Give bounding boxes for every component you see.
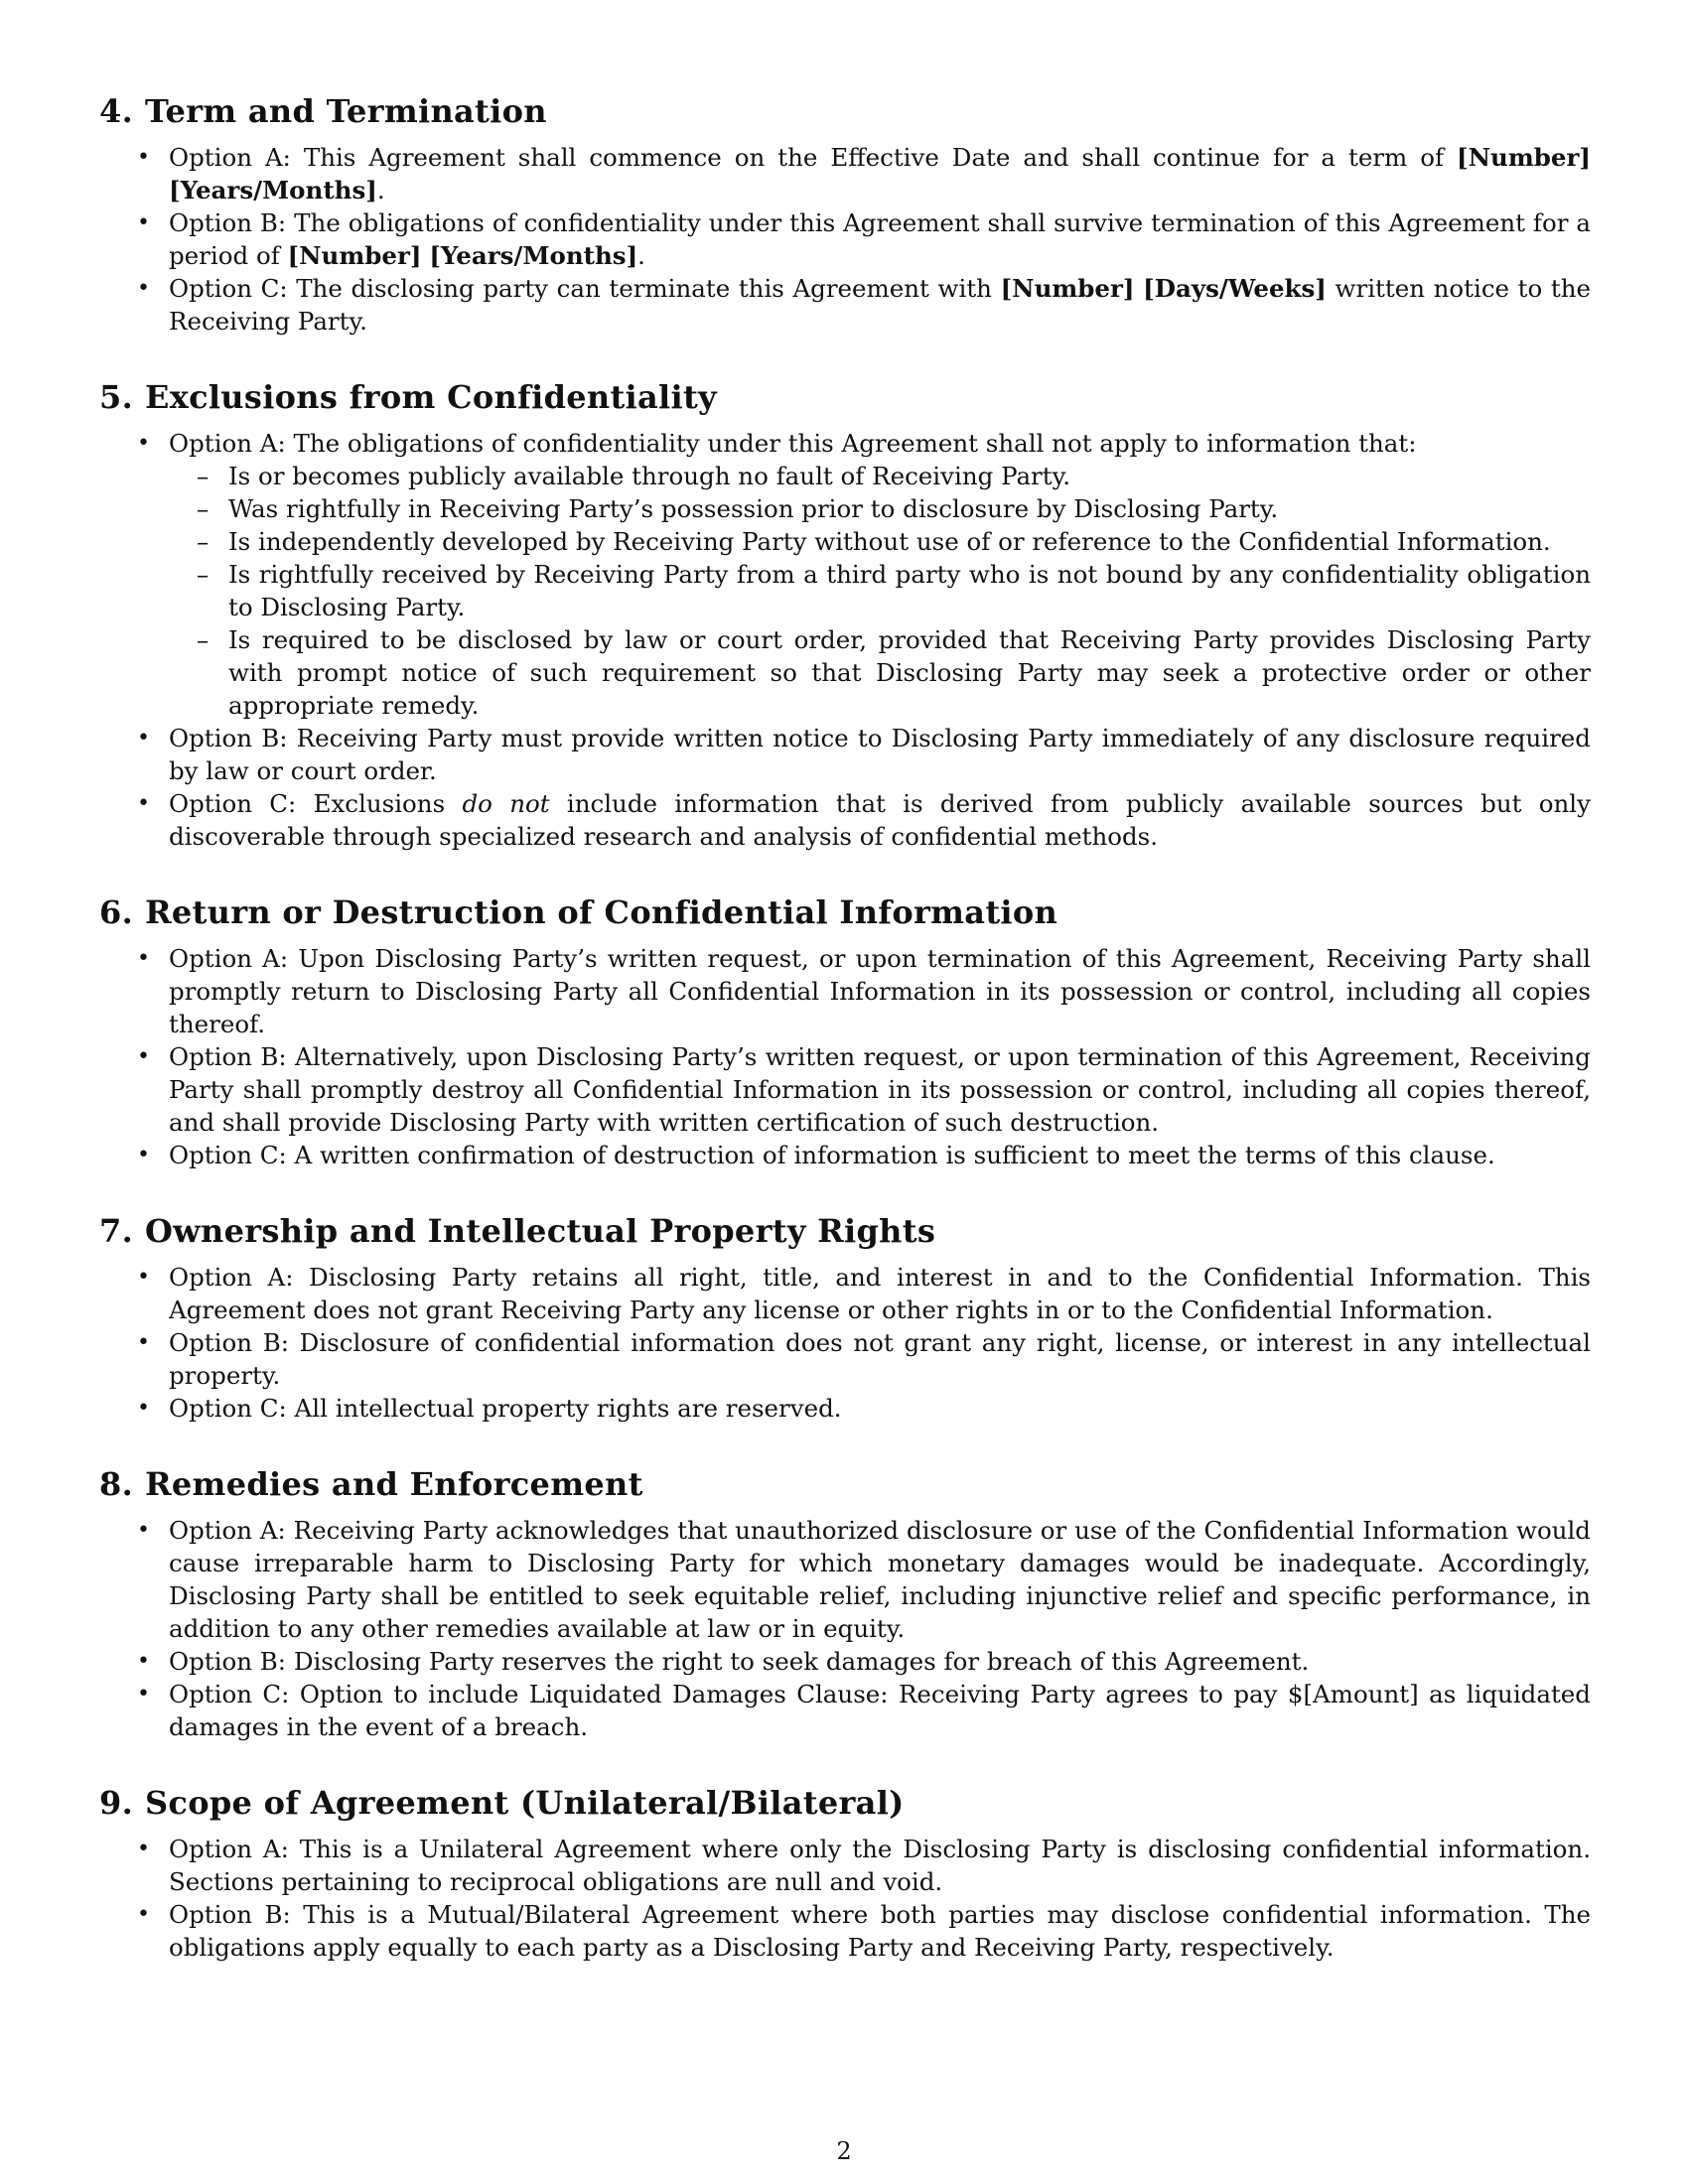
- option-item: • Option A: Receiving Party acknowledges that unauthorized disclosure or use of the Confidential Information would cause irreparable harm to Disclosing Party for which monetary damages would be inadequate. Accordingly, Disclosing Party shall be entitled to seek equitable relief, including injunctive relief and specific performance, in addition to any other remedies available at law or in equity.: [99, 1514, 1591, 1645]
- placeholder-period-unit: [Days/Weeks]: [1143, 274, 1327, 303]
- section-scope: [99, 1783, 1591, 1964]
- section-number: 8.: [99, 1465, 134, 1503]
- option-item: [99, 787, 1591, 853]
- section-number: 6.: [99, 893, 134, 931]
- placeholder-number: [Number]: [1457, 143, 1591, 172]
- section-heading: [99, 1211, 1591, 1251]
- section-title: Remedies and Enforcement: [145, 1465, 643, 1503]
- option-item: [99, 427, 1591, 722]
- section-term-and-termination: [99, 91, 1591, 338]
- option-text: include information that is derived from publicly available sources but only discoverable through specialized research and analysis of confidential methods.: [169, 789, 1591, 851]
- option-text: Option A: The obligations of confidentiality under this Agreement shall not apply to information that:: [169, 429, 1417, 458]
- sub-item: – Is or becomes publicly available through no fault of Receiving Party.: [169, 460, 1591, 492]
- section-title: Scope of Agreement (Unilateral/Bilateral): [145, 1784, 905, 1822]
- section-heading: [99, 1464, 1591, 1504]
- section-title: Ownership and Intellectual Property Rights: [145, 1212, 936, 1250]
- option-text: written notice to the Receiving Party.: [169, 274, 1591, 336]
- option-item: • Option B: Receiving Party must provide written notice to Disclosing Party immediately of any disclosure required by law or court order.: [99, 722, 1591, 787]
- section-ownership-ip: [99, 1211, 1591, 1425]
- sub-list: [169, 460, 1591, 722]
- option-item: • Option C: Option to include Liquidated Damages Clause: Receiving Party agrees to pay $[Amount] as liquidated damages in the event of a breach.: [99, 1678, 1591, 1743]
- option-item: • Option C: All intellectual property rights are reserved.: [99, 1392, 1591, 1425]
- option-item: [99, 206, 1591, 272]
- option-item: [99, 141, 1591, 206]
- option-list: [99, 1261, 1591, 1425]
- placeholder-number: [Number]: [287, 241, 422, 270]
- option-list: [99, 1833, 1591, 1964]
- option-item: • Option B: Disclosing Party reserves the right to seek damages for breach of this Agreement.: [99, 1645, 1591, 1678]
- section-number: 4.: [99, 92, 134, 130]
- option-text: Option A: This Agreement shall commence on the Effective Date and shall continue for a term of: [169, 143, 1458, 172]
- placeholder-period-unit: [Years/Months]: [169, 176, 377, 205]
- option-list: [99, 1514, 1591, 1743]
- section-heading: [99, 1783, 1591, 1823]
- section-title: Term and Termination: [145, 92, 547, 130]
- option-item: • Option B: Alternatively, upon Disclosing Party’s written request, or upon termination of this Agreement, Receiving Party shall promptly destroy all Confidential Information in its possession or control, including all copies thereof, and shall provide Disclosing Party with written certification of such destruction.: [99, 1040, 1591, 1139]
- option-text: Option C: The disclosing party can terminate this Agreement with: [169, 274, 1001, 303]
- section-title: Return or Destruction of Confidential Information: [145, 893, 1058, 931]
- section-heading: [99, 377, 1591, 417]
- section-return-or-destruction: [99, 892, 1591, 1171]
- option-list: [99, 427, 1591, 853]
- section-heading: [99, 91, 1591, 131]
- section-number: 5.: [99, 378, 134, 416]
- page-number: 2: [836, 2137, 852, 2165]
- section-heading: [99, 892, 1591, 932]
- section-exclusions: [99, 377, 1591, 853]
- placeholder-period-unit: [Years/Months]: [429, 241, 638, 270]
- emphasis-text: do not: [462, 789, 550, 818]
- option-text: [1135, 274, 1144, 303]
- option-text: .: [637, 241, 645, 270]
- sub-item: – Is rightfully received by Receiving Party from a third party who is not bound by any confidentiality obligation to Disclosing Party.: [169, 558, 1591, 623]
- option-item: • Option B: Disclosure of confidential information does not grant any right, license, or interest in any intellectual property.: [99, 1326, 1591, 1392]
- option-item: • Option A: Upon Disclosing Party’s written request, or upon termination of this Agreement, Receiving Party shall promptly return to Disclosing Party all Confidential Information in its possession or control, including all copies thereof.: [99, 942, 1591, 1040]
- section-number: 7.: [99, 1212, 134, 1250]
- option-item: • Option A: This is a Unilateral Agreement where only the Disclosing Party is disclosing confidential information. Sections pertaining to reciprocal obligations are null and void.: [99, 1833, 1591, 1898]
- placeholder-number: [Number]: [1000, 274, 1135, 303]
- option-item: • Option A: Disclosing Party retains all right, title, and interest in and to the Confidential Information. This Agreement does not grant Receiving Party any license or other rights in or to the Confidential Information.: [99, 1261, 1591, 1326]
- option-text: Option B: The obligations of confidentiality under this Agreement shall survive termination of this Agreement for a period of: [169, 208, 1591, 270]
- option-item: • Option B: This is a Mutual/Bilateral Agreement where both parties may disclose confidential information. The obligations apply equally to each party as a Disclosing Party and Receiving Party, respectively.: [99, 1898, 1591, 1964]
- section-number: 9.: [99, 1784, 134, 1822]
- option-item: • Option C: A written confirmation of destruction of information is sufficient to meet the terms of this clause.: [99, 1139, 1591, 1171]
- option-text: Option C: Exclusions: [169, 789, 463, 818]
- section-remedies: [99, 1464, 1591, 1743]
- option-text: .: [376, 176, 385, 205]
- document-page: [99, 91, 1591, 2003]
- sub-item: – Was rightfully in Receiving Party’s possession prior to disclosure by Disclosing Party.: [169, 492, 1591, 525]
- sub-item: – Is required to be disclosed by law or court order, provided that Receiving Party provides Disclosing Party with prompt notice of such requirement so that Disclosing Party may seek a protective order or other appropriate remedy.: [169, 623, 1591, 722]
- section-title: Exclusions from Confidentiality: [145, 378, 717, 416]
- option-list: [99, 141, 1591, 338]
- sub-item: – Is independently developed by Receiving Party without use of or reference to the Confidential Information.: [169, 525, 1591, 558]
- option-list: [99, 942, 1591, 1171]
- option-item: [99, 272, 1591, 338]
